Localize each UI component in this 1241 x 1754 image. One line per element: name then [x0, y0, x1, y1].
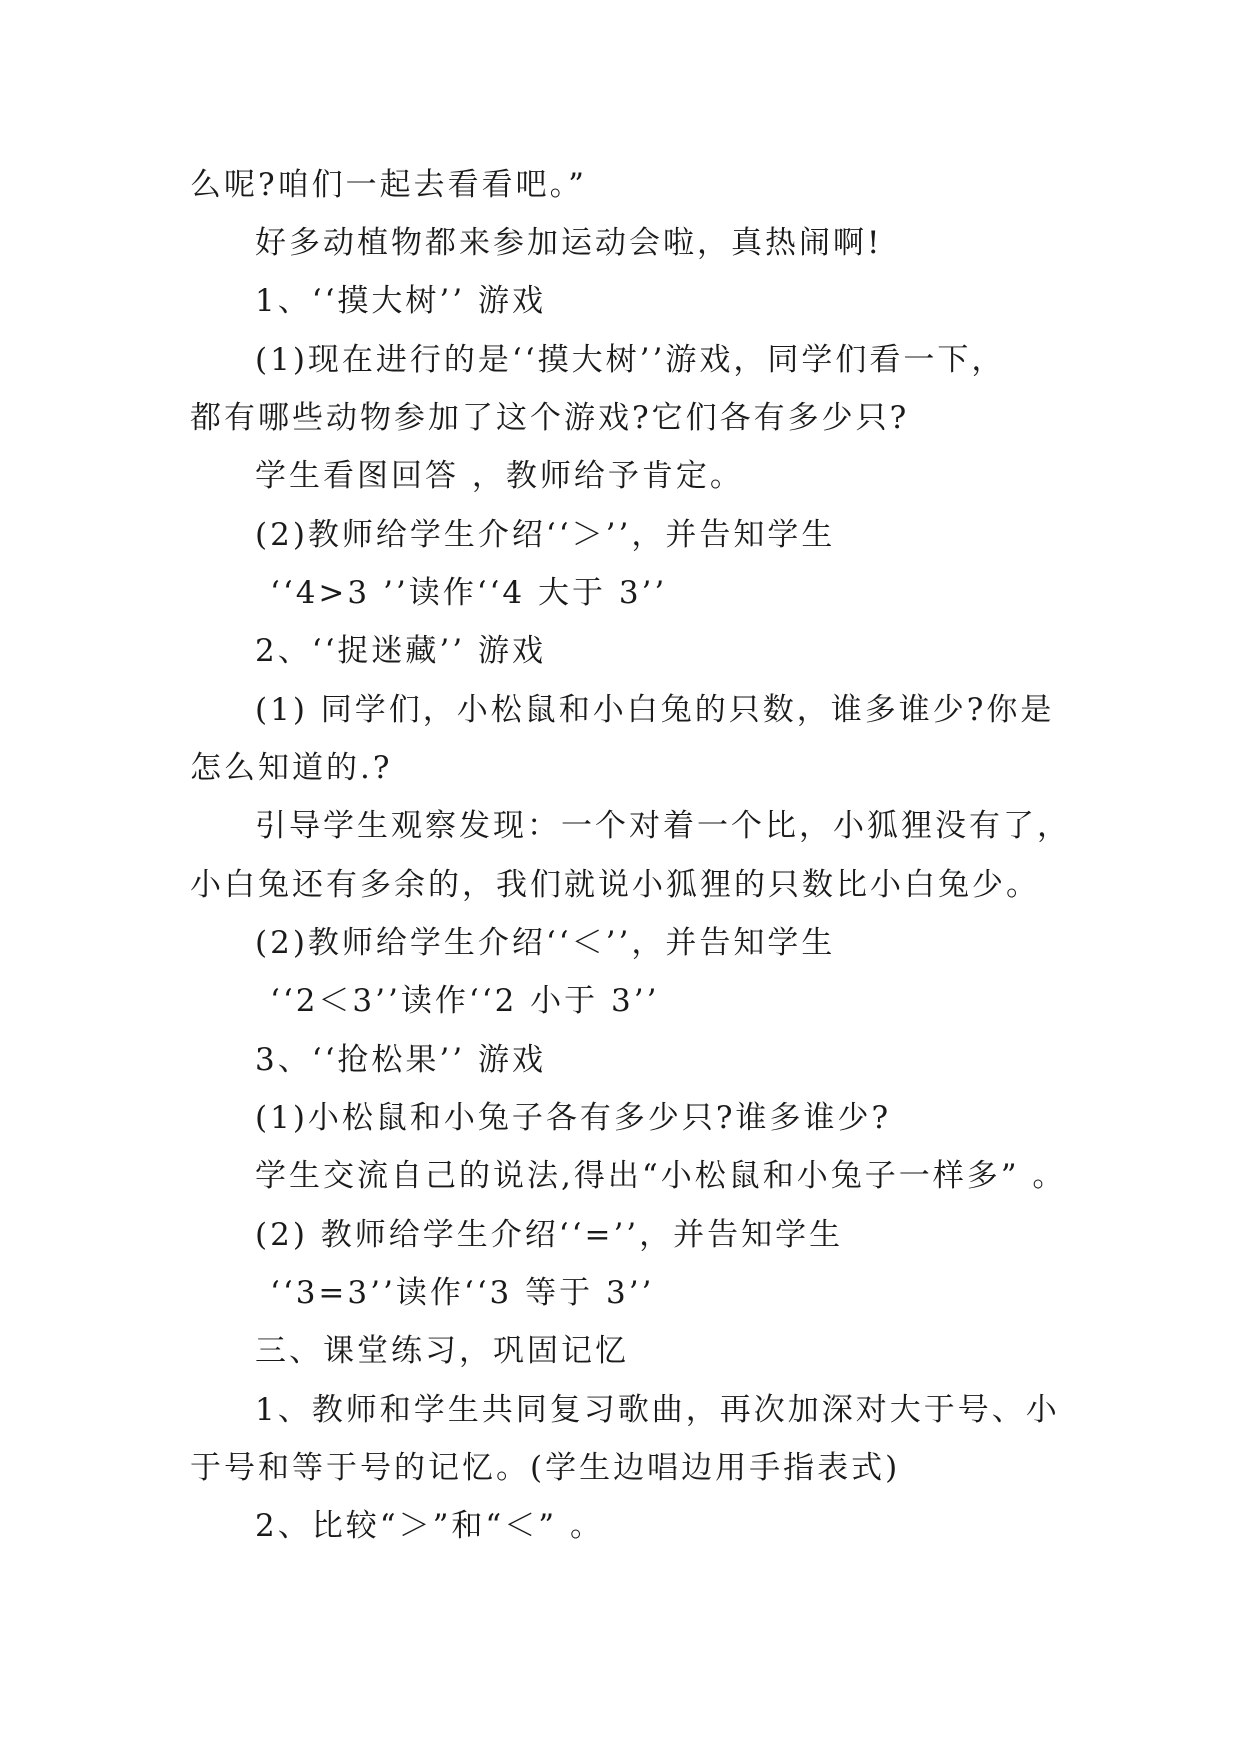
- text-line: 1、‘‘摸大树’’ 游戏: [255, 283, 546, 319]
- text-line: 都有哪些动物参加了这个游戏?它们各有多少只?: [190, 400, 910, 436]
- text-line: 引导学生观察发现：一个对着一个比，小狐狸没有了，: [255, 808, 1071, 844]
- text-line: 小白兔还有多余的，我们就说小狐狸的只数比小白兔少。: [190, 867, 1040, 903]
- text-line: (2)教师给学生介绍‘‘＜’’，并告知学生: [255, 925, 836, 961]
- text-line: 么呢?咱们一起去看看吧。”: [190, 167, 587, 203]
- text-line: (1)现在进行的是‘‘摸大树’’游戏，同学们看一下，: [255, 342, 1006, 378]
- text-line: 2、比较“＞”和“＜” 。: [255, 1508, 604, 1544]
- text-line: 学生看图回答 ，教师给予肯定。: [255, 458, 744, 494]
- text-line: 于号和等于号的记忆。(学生边唱边用手指表式): [190, 1450, 901, 1486]
- text-line: (2) 教师给学生介绍‘‘=’’，并告知学生: [255, 1217, 844, 1253]
- text-line: ‘‘2＜3’’读作‘‘2 小于 3’’: [270, 983, 660, 1019]
- text-line: 好多动植物都来参加运动会啦，真热闹啊!: [255, 225, 883, 261]
- text-line: 1、教师和学生共同复习歌曲，再次加深对大于号、小: [255, 1392, 1060, 1428]
- text-line: 3、‘‘抢松果’’ 游戏: [255, 1042, 546, 1078]
- text-line: 学生交流自己的说法,得出“小松鼠和小兔子一样多” 。: [255, 1158, 1067, 1194]
- text-line: 怎么知道的.?: [190, 750, 393, 786]
- text-line: 三、课堂练习，巩固记忆: [255, 1333, 629, 1369]
- text-line: (2)教师给学生介绍‘‘＞’’，并告知学生: [255, 517, 836, 553]
- text-line: ‘‘4>3 ’’读作‘‘4 大于 3’’: [270, 575, 668, 611]
- text-line: (1) 同学们，小松鼠和小白兔的只数，谁多谁少?你是: [255, 692, 1055, 728]
- text-line: (1)小松鼠和小兔子各有多少只?谁多谁少?: [255, 1100, 892, 1136]
- text-line: 2、‘‘捉迷藏’’ 游戏: [255, 633, 546, 669]
- text-line: ‘‘3=3’’读作‘‘3 等于 3’’: [270, 1275, 655, 1311]
